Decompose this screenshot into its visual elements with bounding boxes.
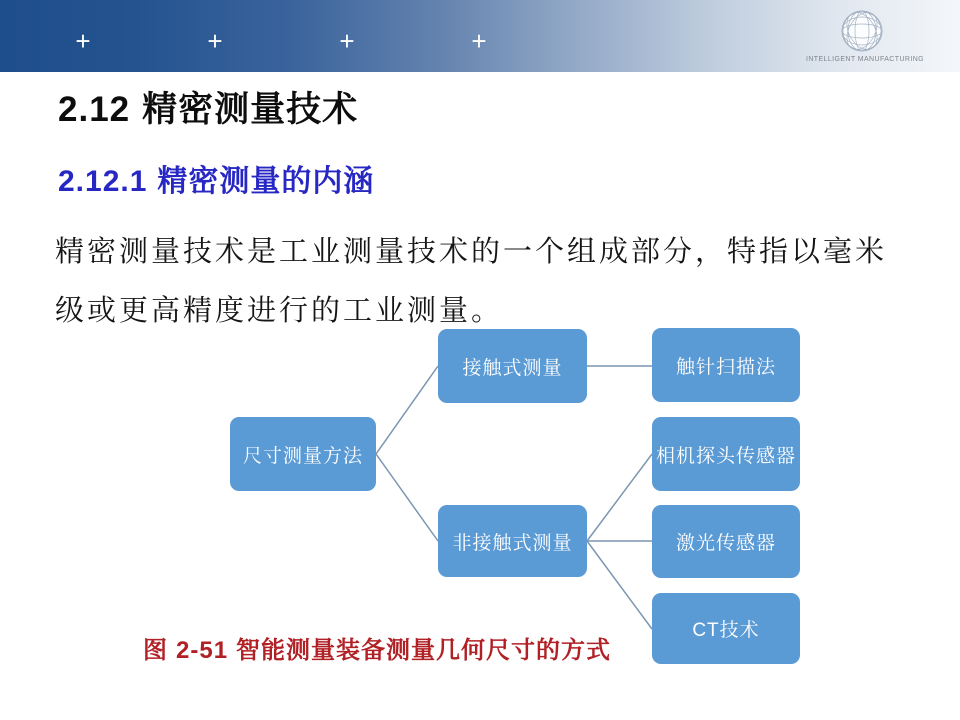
- connector-line: [587, 454, 652, 541]
- diagram-node-noncontact-measurement: 非接触式测量: [438, 505, 587, 577]
- diagram-node-ct-technology: CT技术: [652, 593, 800, 664]
- diagram-node-contact-measurement: 接触式测量: [438, 329, 587, 403]
- page-title-number: 2.12: [58, 90, 131, 129]
- section-heading: [58, 156, 374, 200]
- logo-text: INTELLIGENT MANUFACTURING: [806, 56, 924, 63]
- figure-caption-text: 智能测量装备测量几何尺寸的方式: [236, 638, 612, 664]
- body-paragraph-line-1: 精密测量技术是工业测量技术的一个组成部分，特指以毫米: [55, 236, 888, 268]
- figure-caption: [143, 630, 611, 665]
- page-title: [58, 82, 358, 132]
- body-paragraph: [55, 223, 925, 341]
- header-band: [0, 0, 960, 72]
- connector-line: [587, 541, 652, 629]
- connector-line: [376, 366, 438, 454]
- plus-mark: +: [207, 26, 223, 56]
- figure-caption-prefix: 图: [143, 638, 168, 664]
- body-paragraph-line-2: 级或更高精度进行的工业测量。: [55, 295, 504, 327]
- diagram-node-stylus-scanning: 触针扫描法: [652, 328, 800, 402]
- connector-line: [376, 454, 438, 541]
- wireframe-globe-icon: [840, 9, 884, 53]
- diagram-node-dimension-measurement-methods: 尺寸测量方法: [230, 417, 376, 491]
- plus-mark: +: [75, 26, 91, 56]
- plus-mark: +: [339, 26, 355, 56]
- plus-mark: +: [471, 26, 487, 56]
- logo: [806, 9, 924, 63]
- section-heading-text: 精密测量的内涵: [157, 165, 375, 198]
- section-heading-number: 2.12.1: [58, 165, 148, 198]
- figure-caption-number: 2-51: [176, 637, 229, 664]
- page-title-text: 精密测量技术: [142, 90, 359, 129]
- diagram-node-camera-probe-sensor: 相机探头传感器: [652, 417, 800, 491]
- diagram-node-laser-sensor: 激光传感器: [652, 505, 800, 578]
